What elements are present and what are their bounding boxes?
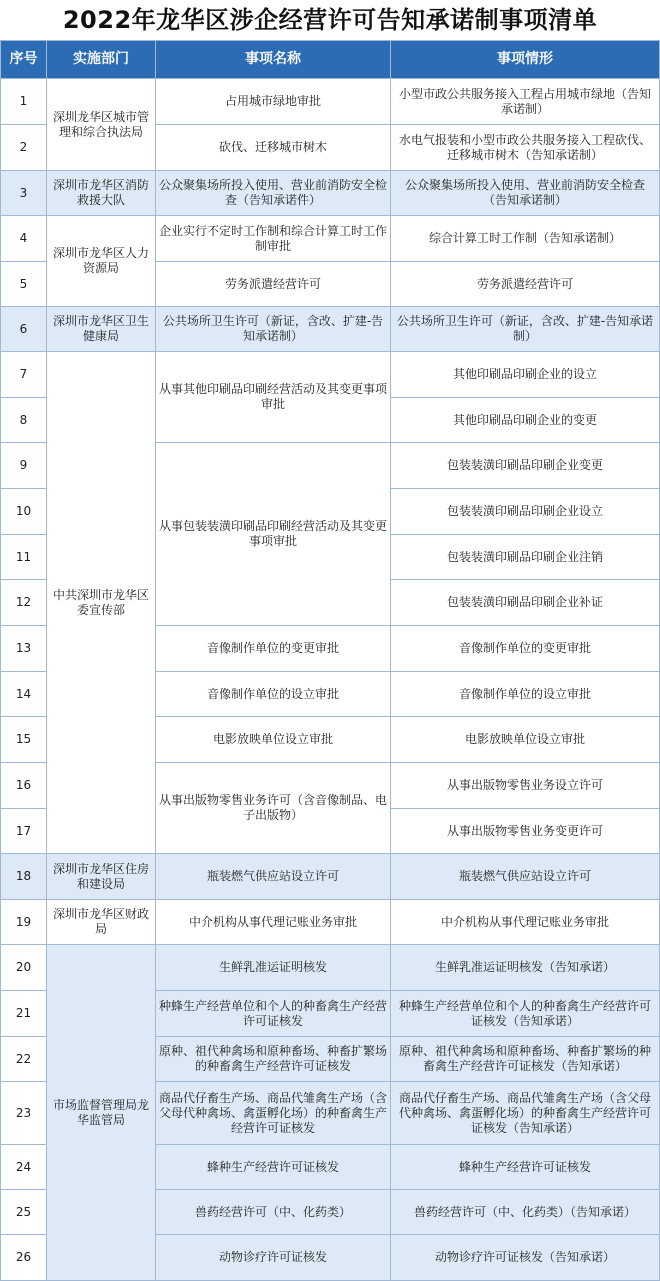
row-seq: 2	[1, 125, 47, 171]
case-cell: 生鲜乳准运证明核发（告知承诺）	[391, 945, 660, 991]
item-cell: 劳务派遣经营许可	[156, 262, 391, 307]
page-title: 2022年龙华区涉企经营许可告知承诺制事项清单	[62, 6, 598, 34]
row-seq: 15	[1, 717, 47, 763]
dept-cell: 深圳市龙华区卫生健康局	[47, 307, 156, 352]
case-cell: 其他印刷品印刷企业的设立	[391, 352, 660, 398]
row-seq: 14	[1, 672, 47, 717]
case-cell: 包装装潢印刷品印刷企业注销	[391, 535, 660, 580]
case-cell: 音像制作单位的设立审批	[391, 672, 660, 717]
item-cell: 蜂种生产经营许可证核发	[156, 1145, 391, 1190]
row-seq: 19	[1, 900, 47, 945]
item-cell: 商品代仔畜生产场、商品代雏禽生产场（含父母代种禽场、禽蛋孵化场）的种畜禽生产经营许可证核发	[156, 1082, 391, 1145]
table-header-row	[1, 41, 660, 79]
case-cell: 水电气报装和小型市政公共服务接入工程砍伐、迁移城市树木（告知承诺制）	[391, 125, 660, 171]
header-item: 事项名称	[156, 41, 391, 79]
row-seq: 22	[1, 1037, 47, 1082]
row-seq: 6	[1, 307, 47, 352]
row-seq: 13	[1, 626, 47, 672]
table-row	[1, 900, 660, 945]
dept-cell: 深圳市龙华区人力资源局	[47, 216, 156, 307]
row-seq: 11	[1, 535, 47, 580]
dept-cell: 深圳市龙华区住房和建设局	[47, 854, 156, 900]
item-cell: 企业实行不定时工作制和综合计算工时工作制审批	[156, 216, 391, 262]
item-cell: 种蜂生产经营单位和个人的种畜禽生产经营许可证核发	[156, 991, 391, 1037]
header-dept: 实施部门	[47, 41, 156, 79]
item-cell: 原种、祖代种禽场和原种畜场、种畜扩繁场的种畜禽生产经营许可证核发	[156, 1037, 391, 1082]
case-cell: 综合计算工时工作制（告知承诺制）	[391, 216, 660, 262]
item-cell: 公共场所卫生许可（新证，含改、扩建-告知承诺制）	[156, 307, 391, 352]
item-cell: 兽药经营许可（中、化药类）	[156, 1190, 391, 1235]
case-cell: 从事出版物零售业务变更许可	[391, 809, 660, 854]
case-cell: 其他印刷品印刷企业的变更	[391, 398, 660, 443]
case-cell: 瓶装燃气供应站设立许可	[391, 854, 660, 900]
case-cell: 公共场所卫生许可（新证，含改、扩建-告知承诺制）	[391, 307, 660, 352]
dept-cell: 中共深圳市龙华区委宣传部	[47, 352, 156, 854]
row-seq: 16	[1, 763, 47, 809]
item-cell: 公众聚集场所投入使用、营业前消防安全检查（告知承诺件）	[156, 171, 391, 216]
header-case: 事项情形	[391, 41, 660, 79]
table-row	[1, 216, 660, 262]
row-seq: 7	[1, 352, 47, 398]
table-row	[1, 307, 660, 352]
item-cell: 音像制作单位的变更审批	[156, 626, 391, 672]
case-cell: 电影放映单位设立审批	[391, 717, 660, 763]
item-cell: 中介机构从事代理记账业务审批	[156, 900, 391, 945]
item-cell: 瓶装燃气供应站设立许可	[156, 854, 391, 900]
row-seq: 1	[1, 79, 47, 125]
case-cell: 包装装潢印刷品印刷企业补证	[391, 580, 660, 626]
case-cell: 音像制作单位的变更审批	[391, 626, 660, 672]
dept-cell: 深圳市龙华区消防救援大队	[47, 171, 156, 216]
item-cell: 音像制作单位的设立审批	[156, 672, 391, 717]
item-cell: 动物诊疗许可证核发	[156, 1235, 391, 1281]
case-cell: 蜂种生产经营许可证核发	[391, 1145, 660, 1190]
case-cell: 商品代仔畜生产场、商品代雏禽生产场（含父母代种禽场、禽蛋孵化场）的种畜禽生产经营许可证核发（告知承诺）	[391, 1082, 660, 1145]
table-row	[1, 352, 660, 398]
item-cell: 从事包装装潢印刷品印刷经营活动及其变更事项审批	[156, 443, 391, 626]
item-cell: 生鲜乳准运证明核发	[156, 945, 391, 991]
table-row	[1, 945, 660, 991]
case-cell: 包装装潢印刷品印刷企业变更	[391, 443, 660, 489]
case-cell: 小型市政公共服务接入工程占用城市绿地（告知承诺制）	[391, 79, 660, 125]
item-cell: 砍伐、迁移城市树木	[156, 125, 391, 171]
table-row	[1, 854, 660, 900]
case-cell: 兽药经营许可（中、化药类）（告知承诺）	[391, 1190, 660, 1235]
row-seq: 4	[1, 216, 47, 262]
items-table	[0, 40, 660, 1281]
row-seq: 23	[1, 1082, 47, 1145]
case-cell: 从事出版物零售业务设立许可	[391, 763, 660, 809]
table-body	[1, 79, 660, 1281]
row-seq: 5	[1, 262, 47, 307]
dept-cell: 深圳市龙华区财政局	[47, 900, 156, 945]
item-cell: 从事出版物零售业务许可（含音像制品、电子出版物）	[156, 763, 391, 854]
dept-cell: 深圳龙华区城市管理和综合执法局	[47, 79, 156, 171]
row-seq: 26	[1, 1235, 47, 1281]
item-cell: 电影放映单位设立审批	[156, 717, 391, 763]
case-cell: 动物诊疗许可证核发（告知承诺）	[391, 1235, 660, 1281]
row-seq: 12	[1, 580, 47, 626]
item-cell: 从事其他印刷品印刷经营活动及其变更事项审批	[156, 352, 391, 443]
case-cell: 公众聚集场所投入使用、营业前消防安全检查（告知承诺制）	[391, 171, 660, 216]
row-seq: 17	[1, 809, 47, 854]
row-seq: 20	[1, 945, 47, 991]
case-cell: 原种、祖代种禽场和原种畜场、种畜扩繁场的种畜禽生产经营许可证核发（告知承诺）	[391, 1037, 660, 1082]
row-seq: 18	[1, 854, 47, 900]
row-seq: 10	[1, 489, 47, 535]
row-seq: 8	[1, 398, 47, 443]
table-row	[1, 171, 660, 216]
row-seq: 24	[1, 1145, 47, 1190]
row-seq: 21	[1, 991, 47, 1037]
item-cell: 占用城市绿地审批	[156, 79, 391, 125]
case-cell: 包装装潢印刷品印刷企业设立	[391, 489, 660, 535]
case-cell: 中介机构从事代理记账业务审批	[391, 900, 660, 945]
table-row	[1, 79, 660, 125]
case-cell: 种蜂生产经营单位和个人的种畜禽生产经营许可证核发（告知承诺）	[391, 991, 660, 1037]
row-seq: 3	[1, 171, 47, 216]
row-seq: 9	[1, 443, 47, 489]
header-seq: 序号	[1, 41, 47, 79]
case-cell: 劳务派遣经营许可	[391, 262, 660, 307]
dept-cell: 市场监督管理局龙华监管局	[47, 945, 156, 1281]
row-seq: 25	[1, 1190, 47, 1235]
